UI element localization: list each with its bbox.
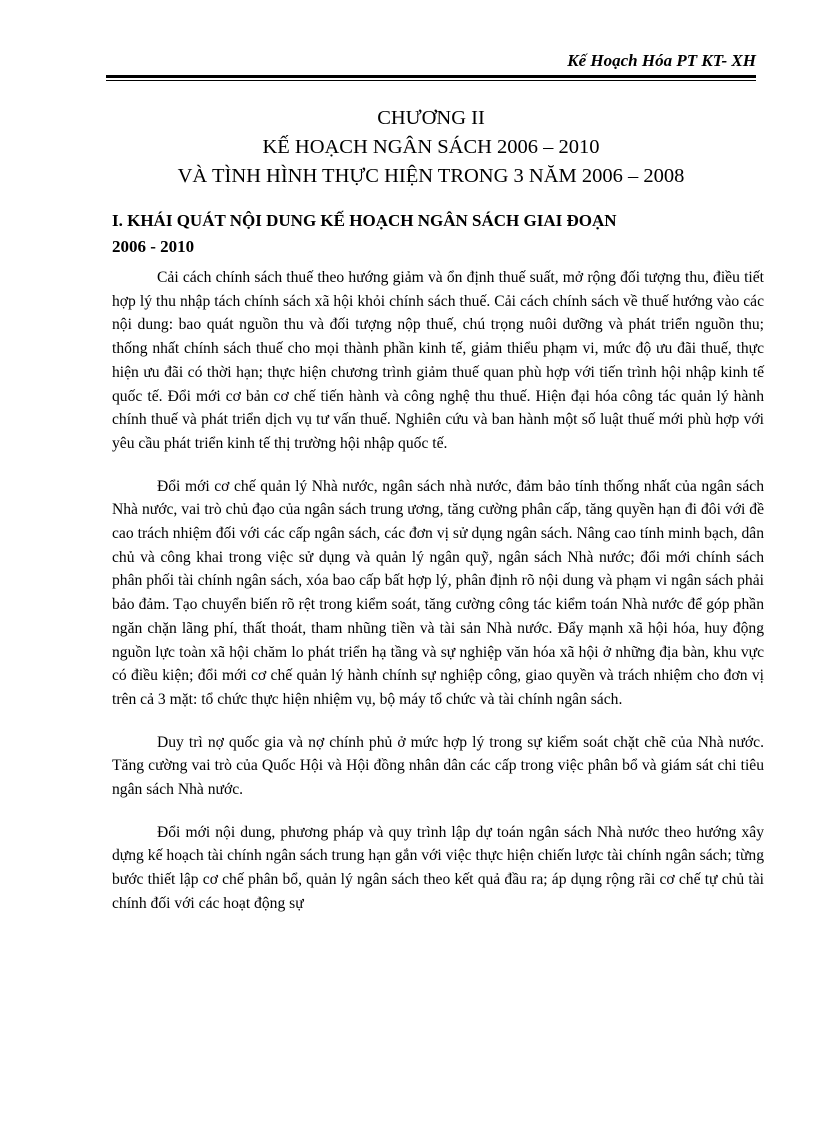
body-text [112, 266, 764, 935]
header-rule-thin [106, 80, 756, 81]
section-heading-line-2: 2006 - 2010 [112, 237, 195, 256]
running-header: Kế Hoạch Hóa PT KT- XH [567, 51, 756, 70]
section-heading-line-1: I. KHÁI QUÁT NỘI DUNG KẾ HOẠCH NGÂN SÁCH GIAI ĐOẠN [112, 211, 617, 230]
paragraph: Duy trì nợ quốc gia và nợ chính phủ ở mức hợp lý trong sự kiểm soát chặt chẽ của Nhà nước. Tăng cường vai trò của Quốc Hội và Hội đồng nhân dân các cấp trong việc phân bổ và giám sát chi tiêu ngân sách Nhà nước. [112, 733, 764, 799]
chapter-title-line-1: KẾ HOẠCH NGÂN SÁCH 2006 – 2010 [262, 136, 600, 158]
chapter-title-line-2: VÀ TÌNH HÌNH THỰC HIỆN TRONG 3 NĂM 2006 – 2008 [177, 165, 685, 187]
chapter-title [106, 104, 756, 191]
paragraph: Đổi mới nội dung, phương pháp và quy trình lập dự toán ngân sách Nhà nước theo hướng xây dựng kế hoạch tài chính ngân sách trung hạn gắn với việc thực hiện chiến lược tài chính ngân sách; từng bước thiết lập cơ chế phân bổ, quản lý ngân sách theo kết quả đầu ra; áp dụng rộng rãi cơ chế tự chủ tài chính đối với các hoạt động sự [112, 823, 764, 912]
header-rule-thick [106, 75, 756, 78]
chapter-number: CHƯƠNG II [377, 107, 485, 129]
paragraph: Cải cách chính sách thuế theo hướng giảm và ổn định thuế suất, mở rộng đối tượng thu, điều tiết hợp lý thu nhập tách chính sách xã hội khỏi chính sách thuế. Cải cách chính sách về thuế hướng vào các nội dung: bao quát nguồn thu và đối tượng nộp thuế, chú trọng nuôi dưỡng và phát triển nguồn thu; thống nhất chính sách thuế cho mọi thành phần kinh tế, giảm thiểu phạm vi, mức độ ưu đãi thuế, thực hiện ưu đãi có thời hạn; thực hiện chương trình giảm thuế quan phù hợp với tiến trình hội nhập kinh tế quốc tế. Đổi mới cơ bản cơ chế tiến hành và công nghệ thu thuế. Hiện đại hóa công tác quản lý hành chính thuế và phát triển dịch vụ tư vấn thuế. Nghiên cứu và ban hành một số luật thuế mới phù hợp với yêu cầu phát triển kinh tế thị trường hội nhập quốc tế. [112, 269, 764, 452]
section-heading [112, 208, 752, 260]
paragraph: Đổi mới cơ chế quản lý Nhà nước, ngân sách nhà nước, đảm bảo tính thống nhất của ngân sách Nhà nước, vai trò chủ đạo của ngân sách trung ương, tăng cường phân cấp, tăng quyền hạn đi đôi với đề cao trách nhiệm đối với các cấp ngân sách, các đơn vị sử dụng ngân sách. Nâng cao tính minh bạch, dân chủ và công khai trong việc sử dụng và quản lý ngân quỹ, ngân sách Nhà nước; đổi mới chính sách phân phối tài chính ngân sách, xóa bao cấp bất hợp lý, phân định rõ nội dung và phạm vi ngân sách phải bảo đảm. Tạo chuyển biến rõ rệt trong kiểm soát, tăng cường công tác kiểm toán Nhà nước để góp phần ngăn chặn lãng phí, thất thoát, tham nhũng tiền và tài sản Nhà nước. Đẩy mạnh xã hội hóa, huy động nguồn lực toàn xã hội chăm lo phát triển hạ tầng và sự nghiệp văn hóa xã hội ở những địa bàn, khu vực có điều kiện; đổi mới cơ chế quản lý hành chính sự nghiệp công, giao quyền và trách nhiệm cho đơn vị trên cả 3 mặt: tổ chức thực hiện nhiệm vụ, bộ máy tổ chức và tài chính ngân sách. [112, 477, 764, 708]
